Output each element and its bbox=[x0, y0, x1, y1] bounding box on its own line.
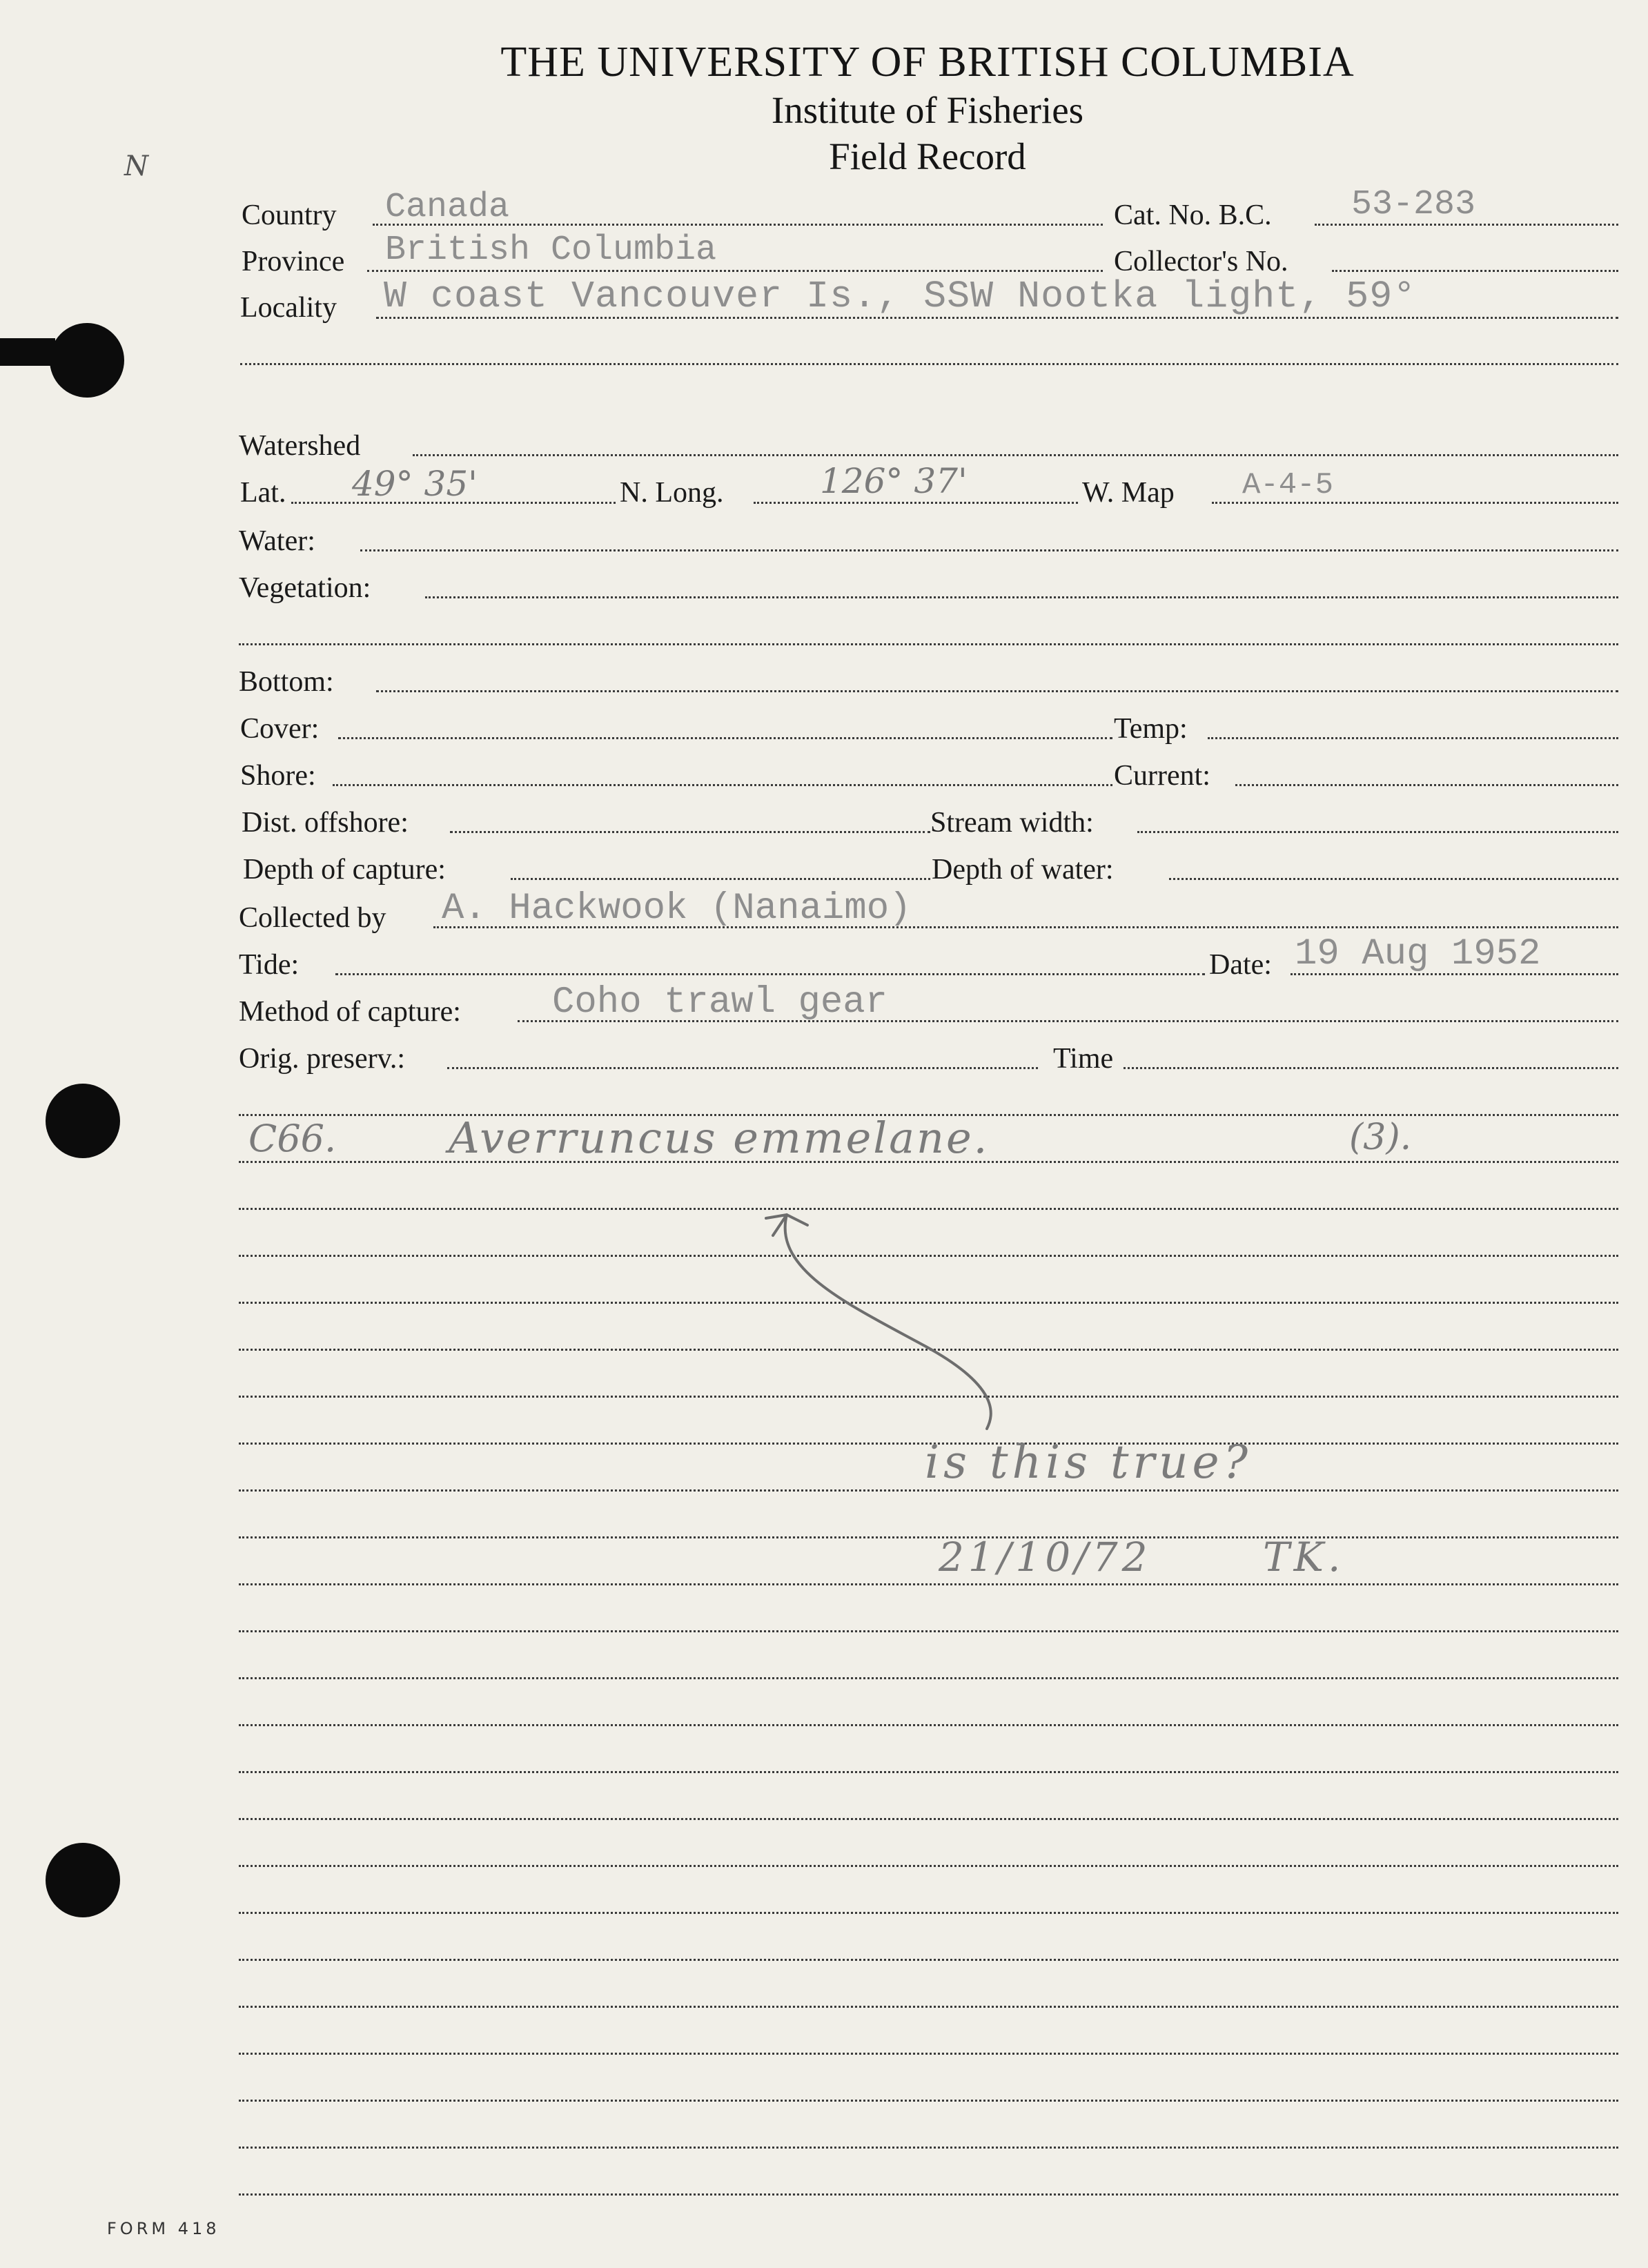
collected-by-value: A. Hackwook (Nanaimo) bbox=[442, 888, 912, 930]
binder-tear bbox=[0, 338, 55, 366]
bottom-line bbox=[376, 690, 1618, 692]
notes-ruled-line bbox=[239, 1536, 1618, 1538]
time-line bbox=[1124, 1067, 1618, 1069]
locality-label: Locality bbox=[240, 292, 337, 324]
record-title: Field Record bbox=[829, 135, 1026, 177]
date-value: 19 Aug 1952 bbox=[1295, 933, 1541, 975]
binder-hole-middle bbox=[46, 1084, 120, 1158]
vegetation-label: Vegetation: bbox=[239, 572, 371, 604]
locality-value: W coast Vancouver Is., SSW Nootka light, 59° bbox=[384, 275, 1417, 318]
notes-ruled-line bbox=[239, 1724, 1618, 1726]
current-label: Current: bbox=[1114, 760, 1210, 792]
notes-ruled-line bbox=[239, 1771, 1618, 1773]
bottom-label: Bottom: bbox=[239, 666, 334, 698]
depth-water-label: Depth of water: bbox=[932, 854, 1114, 886]
method-label: Method of capture: bbox=[239, 996, 461, 1028]
dist-offshore-line bbox=[450, 831, 930, 833]
w-map-label: W. Map bbox=[1082, 477, 1175, 509]
current-line bbox=[1235, 784, 1618, 786]
stream-width-line bbox=[1137, 831, 1618, 833]
curved-arrow-icon bbox=[759, 1187, 1008, 1436]
stream-width-label: Stream width: bbox=[930, 807, 1094, 839]
notes-ruled-line bbox=[239, 2193, 1618, 2196]
province-value: British Columbia bbox=[385, 231, 717, 270]
long-line bbox=[754, 502, 1078, 504]
time-label: Time bbox=[1053, 1043, 1114, 1075]
dist-offshore-label: Dist. offshore: bbox=[242, 807, 409, 839]
vegetation-line-2 bbox=[239, 643, 1618, 645]
temp-line bbox=[1208, 737, 1618, 739]
notes-ruled-line bbox=[239, 2053, 1618, 2055]
locality-line-2 bbox=[240, 363, 1618, 365]
water-line bbox=[360, 549, 1618, 551]
vegetation-line bbox=[425, 596, 1618, 598]
shore-line bbox=[333, 784, 1112, 786]
notes-ruled-line bbox=[239, 2147, 1618, 2149]
notes-ruled-line bbox=[239, 1583, 1618, 1585]
collected-by-label: Collected by bbox=[239, 902, 386, 934]
cat-no-label: Cat. No. B.C. bbox=[1114, 199, 1272, 231]
notes-ruled-line bbox=[239, 2006, 1618, 2008]
notes-ruled-line bbox=[239, 1489, 1618, 1492]
collectors-no-line bbox=[1332, 270, 1618, 272]
orig-preserv-line bbox=[447, 1067, 1038, 1069]
collectors-no-label: Collector's No. bbox=[1114, 246, 1288, 277]
depth-water-line bbox=[1169, 878, 1618, 880]
lat-label: Lat. bbox=[240, 477, 286, 509]
tide-line bbox=[335, 973, 1205, 975]
country-label: Country bbox=[242, 199, 337, 231]
binder-hole-top bbox=[50, 323, 124, 398]
university-title: THE UNIVERSITY OF BRITISH COLUMBIA bbox=[500, 39, 1355, 86]
query-initials: TK. bbox=[1263, 1534, 1345, 1581]
notes-ruled-line bbox=[239, 1677, 1618, 1679]
query-date: 21/10/72 bbox=[939, 1534, 1152, 1581]
species-name: Averruncus emmelane. bbox=[449, 1113, 990, 1163]
orig-preserv-label: Orig. preserv.: bbox=[239, 1043, 406, 1075]
water-label: Water: bbox=[239, 525, 315, 557]
notes-ruled-line bbox=[239, 2100, 1618, 2102]
depth-capture-label: Depth of capture: bbox=[243, 854, 446, 886]
depth-capture-line bbox=[511, 878, 930, 880]
watershed-label: Watershed bbox=[239, 430, 361, 462]
specimen-code: C66. bbox=[248, 1117, 337, 1160]
long-value: 126° 37' bbox=[820, 461, 968, 501]
cat-no-value: 53-283 bbox=[1351, 185, 1476, 224]
n-long-label: N. Long. bbox=[620, 477, 724, 509]
method-value: Coho trawl gear bbox=[552, 981, 888, 1024]
margin-mark: N bbox=[124, 150, 148, 182]
province-line bbox=[367, 270, 1103, 272]
map-value: A-4-5 bbox=[1242, 468, 1334, 502]
country-value: Canada bbox=[385, 188, 510, 227]
province-label: Province bbox=[242, 246, 345, 277]
institute-title: Institute of Fisheries bbox=[771, 89, 1084, 131]
lat-value: 49° 35' bbox=[352, 464, 478, 504]
notes-ruled-line bbox=[239, 1959, 1618, 1961]
notes-ruled-line bbox=[239, 1630, 1618, 1632]
tide-label: Tide: bbox=[239, 949, 300, 981]
date-label: Date: bbox=[1209, 949, 1272, 981]
notes-ruled-line bbox=[239, 1865, 1618, 1867]
shore-label: Shore: bbox=[240, 760, 316, 792]
notes-ruled-line bbox=[239, 1818, 1618, 1820]
cover-label: Cover: bbox=[240, 713, 320, 745]
query-note: is this true? bbox=[925, 1436, 1252, 1489]
binder-hole-bottom bbox=[46, 1843, 120, 1917]
temp-label: Temp: bbox=[1114, 713, 1188, 745]
notes-ruled-line bbox=[239, 1912, 1618, 1914]
form-number: FORM 418 bbox=[107, 2219, 220, 2238]
cover-line bbox=[338, 737, 1112, 739]
watershed-line bbox=[413, 454, 1618, 456]
specimen-count: (3). bbox=[1349, 1117, 1412, 1158]
